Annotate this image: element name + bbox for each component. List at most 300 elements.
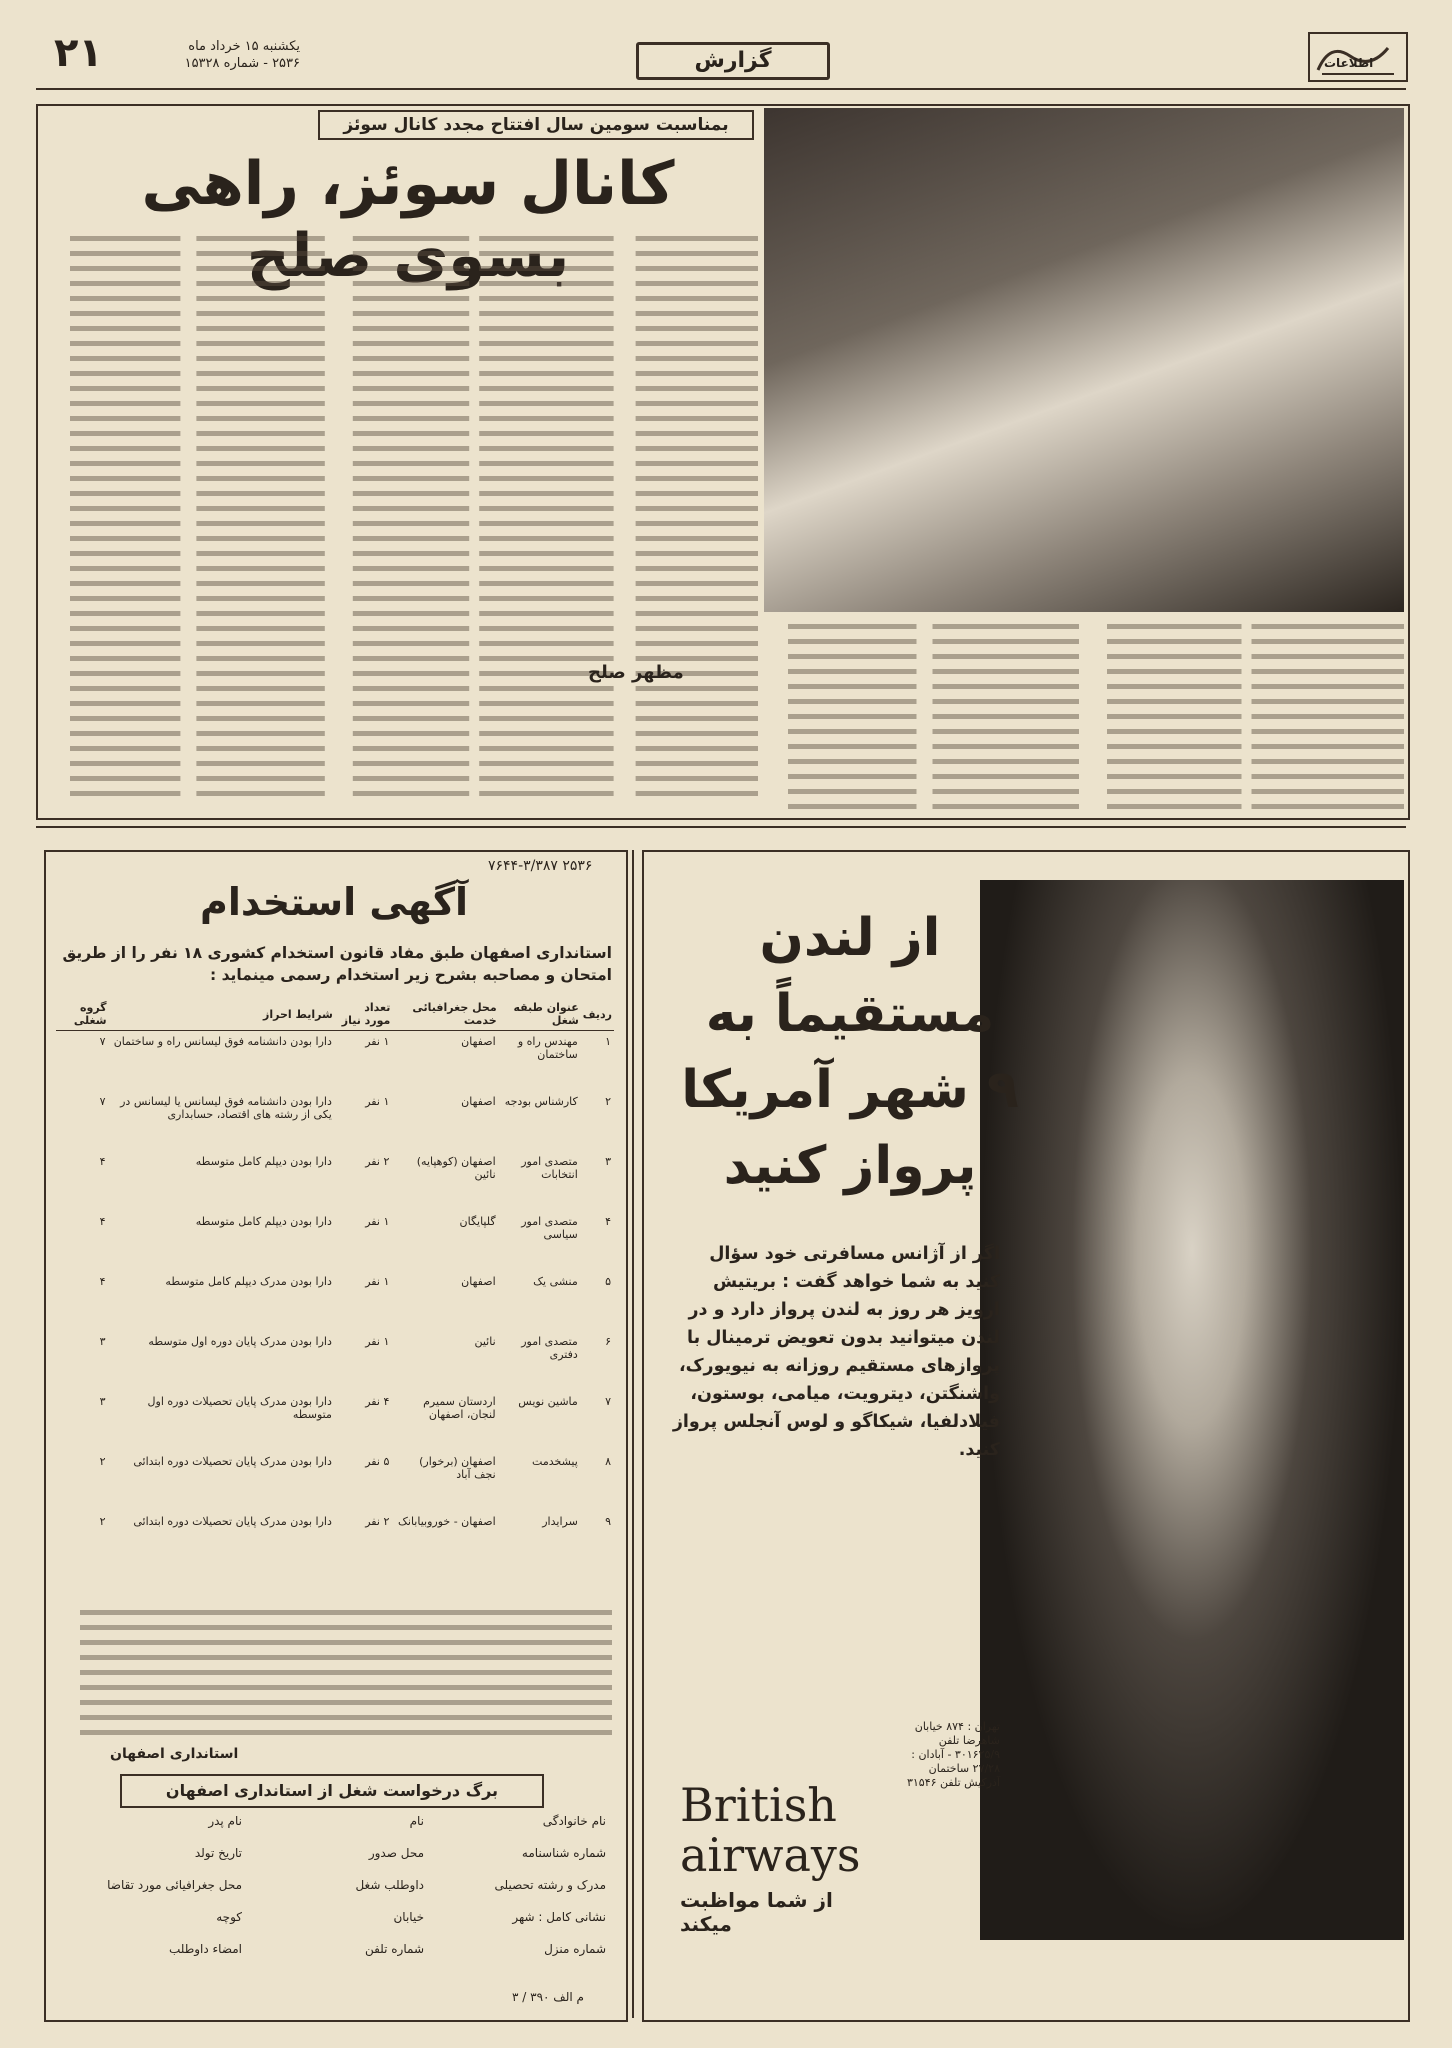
- job-ad-ref: ۷۶۴۴-۳/۳۸۷ ۲۵۳۶: [488, 858, 593, 874]
- text-line: [636, 281, 758, 286]
- text-line: [479, 371, 613, 376]
- table-cell: دارا بودن مدرک پایان دوره اول متوسطه: [148, 1335, 332, 1348]
- text-line: [70, 356, 180, 361]
- job-ad-terms: [56, 1606, 612, 1736]
- table-cell: ۲ نفر: [365, 1515, 390, 1528]
- text-line: [479, 401, 613, 406]
- ba-headline-line: از لندن: [759, 908, 941, 968]
- text-line: [196, 641, 324, 646]
- text-line: [1252, 759, 1405, 764]
- text-line: [788, 684, 917, 689]
- text-line: [70, 731, 180, 736]
- text-line: [1107, 804, 1242, 809]
- text-line: [70, 326, 180, 331]
- text-line: [788, 624, 917, 629]
- text-line: [788, 639, 917, 644]
- text-line: [196, 281, 324, 286]
- article-headline: کانال سوئز، راهی بسوی صلح: [141, 149, 675, 291]
- text-line: [1252, 669, 1405, 674]
- text-line: [636, 506, 758, 511]
- text-line: [636, 656, 758, 661]
- table-row: [56, 1211, 614, 1271]
- text-line: [70, 566, 180, 571]
- text-line: [636, 686, 758, 691]
- ba-tagline: از شما مواظبت میکند: [680, 1888, 833, 1936]
- text-line: [70, 416, 180, 421]
- text-line: [788, 699, 917, 704]
- text-line: [196, 716, 324, 721]
- text-line: [636, 716, 758, 721]
- text-line: [636, 746, 758, 751]
- text-line: [1107, 654, 1242, 659]
- text-line: [70, 536, 180, 541]
- text-line: [353, 671, 469, 676]
- text-line: [788, 789, 917, 794]
- text-line: [353, 371, 469, 376]
- form-field-label: مدرک و رشته تحصیلی: [494, 1878, 606, 1892]
- table-cell: مهندس راه و ساختمان: [517, 1035, 578, 1061]
- text-line: [70, 461, 180, 466]
- ba-headline-line: ۹ شهر آمریکا: [681, 1060, 1019, 1120]
- text-line: [788, 669, 917, 674]
- text-line: [70, 761, 180, 766]
- application-form: [62, 1814, 606, 1984]
- text-line: [196, 251, 324, 256]
- text-line: [353, 776, 469, 781]
- text-line: [479, 521, 613, 526]
- table-cell: ۳: [99, 1335, 106, 1348]
- text-line: [353, 746, 469, 751]
- text-line: [353, 401, 469, 406]
- text-line: [70, 296, 180, 301]
- text-line: [196, 296, 324, 301]
- text-line: [196, 566, 324, 571]
- text-line: [70, 311, 180, 316]
- date-line: یکشنبه ۱۵ خرداد ماه: [188, 39, 300, 54]
- job-ad-signature: استانداری اصفهان: [110, 1746, 239, 1762]
- table-row: [56, 1151, 614, 1211]
- text-line: [1107, 639, 1242, 644]
- table-cell: ۵ نفر: [365, 1455, 390, 1468]
- text-line: [80, 1670, 612, 1675]
- text-line: [353, 566, 469, 571]
- form-field-label: نام خانوادگی: [542, 1814, 606, 1828]
- text-line: [933, 714, 1080, 719]
- table-cell: دارا بودن مدرک پایان تحصیلات دوره اول متوسطه: [147, 1395, 332, 1421]
- article-bottom-rule: [36, 826, 1406, 828]
- kicker-box: [318, 110, 754, 140]
- job-ad-intro: استانداری اصفهان طبق مفاد قانون استخدام کشوری ۱۸ نفر را از طریق امتحان و مصاحبه بشرح زیر استخدام رسمی مینماید :: [62, 944, 612, 984]
- text-line: [636, 611, 758, 616]
- text-line: [353, 431, 469, 436]
- text-line: [196, 506, 324, 511]
- text-line: [353, 701, 469, 706]
- text-line: [196, 431, 324, 436]
- text-line: [636, 536, 758, 541]
- text-line: [479, 476, 613, 481]
- text-line: [196, 551, 324, 556]
- text-line: [636, 581, 758, 586]
- text-line: [196, 461, 324, 466]
- job-ad-title: آگهی استخدام: [199, 880, 468, 924]
- text-line: [479, 326, 613, 331]
- text-line: [196, 266, 324, 271]
- text-line: [70, 266, 180, 271]
- date-block: [140, 38, 300, 72]
- form-field-label: امضاء داوطلب: [168, 1942, 242, 1956]
- table-cell: نائین: [474, 1335, 496, 1348]
- text-line: [788, 654, 917, 659]
- text-line: [479, 566, 613, 571]
- text-line: [636, 566, 758, 571]
- newspaper-logo: [1308, 32, 1408, 82]
- text-line: [1107, 774, 1242, 779]
- text-line: [70, 491, 180, 496]
- text-line: [70, 581, 180, 586]
- text-line: [479, 686, 613, 691]
- text-line: [70, 791, 180, 796]
- header-rule: [36, 88, 1406, 90]
- job-table-grid: [56, 998, 614, 1571]
- text-line: [70, 476, 180, 481]
- text-line: [196, 491, 324, 496]
- text-line: [1252, 804, 1405, 809]
- text-line: [70, 431, 180, 436]
- text-line: [353, 251, 469, 256]
- table-cell: ۳: [605, 1155, 611, 1168]
- ba-body: اگر از آژانس مسافرتی خود سؤال کنید به شما خواهد گفت : بریتیش ارویز هر روز به لندن پرواز دارد و در لندن میتوانید بدون تعویض ترمینال با پروازهای مستقیم روزانه به نیویورک، واشنگتن، دیترویت، میامی، بوستون، فیلادلفیا، شیکاگو و لوس آنجلس پرواز کنید.: [672, 1244, 1000, 1460]
- section-title: گزارش: [694, 48, 772, 73]
- text-line: [196, 476, 324, 481]
- text-line: [80, 1685, 612, 1690]
- center-divider: [632, 850, 634, 2018]
- table-cell: گلپایگان: [459, 1215, 496, 1228]
- text-line: [353, 296, 469, 301]
- text-line: [70, 611, 180, 616]
- text-line: [479, 296, 613, 301]
- text-line: [788, 744, 917, 749]
- ba-headline: [670, 900, 1030, 1204]
- text-line: [353, 536, 469, 541]
- table-cell: ۱ نفر: [365, 1035, 390, 1048]
- text-line: [479, 596, 613, 601]
- text-line: [353, 491, 469, 496]
- text-line: [479, 641, 613, 646]
- table-cell: کارشناس بودجه: [504, 1095, 578, 1108]
- text-line: [636, 476, 758, 481]
- text-line: [1252, 714, 1405, 719]
- text-line: [1107, 669, 1242, 674]
- text-line: [196, 446, 324, 451]
- text-line: [353, 791, 469, 796]
- text-line: [196, 671, 324, 676]
- ba-brand: [680, 1780, 880, 1936]
- text-line: [70, 521, 180, 526]
- text-line: [479, 626, 613, 631]
- text-line: [636, 731, 758, 736]
- table-cell: ۱ نفر: [365, 1095, 390, 1108]
- table-cell: ۱ نفر: [365, 1215, 390, 1228]
- text-line: [353, 686, 469, 691]
- ba-headline-line: پرواز کنید: [723, 1136, 977, 1196]
- text-line: [636, 371, 758, 376]
- text-line: [353, 656, 469, 661]
- text-line: [636, 446, 758, 451]
- text-line: [479, 341, 613, 346]
- text-line: [636, 386, 758, 391]
- table-cell: دارا بودن دانشنامه فوق لیسانس یا لیسانس در یکی از رشته های اقتصاد، حسابداری: [120, 1095, 332, 1121]
- text-line: [933, 684, 1080, 689]
- text-line: [80, 1655, 612, 1660]
- text-line: [353, 581, 469, 586]
- text-line: [788, 729, 917, 734]
- table-row: [56, 1451, 614, 1511]
- text-line: [933, 729, 1080, 734]
- text-line: [196, 386, 324, 391]
- text-line: [80, 1700, 612, 1705]
- text-line: [70, 341, 180, 346]
- text-line: [196, 236, 324, 241]
- text-line: [70, 596, 180, 601]
- text-line: [353, 716, 469, 721]
- text-line: [479, 281, 613, 286]
- form-field-label: شماره تلفن: [364, 1942, 424, 1956]
- text-line: [70, 776, 180, 781]
- text-line: [479, 251, 613, 256]
- table-cell: متصدی امور سیاسی: [521, 1215, 578, 1241]
- table-cell: منشی یک: [533, 1275, 578, 1288]
- text-line: [636, 701, 758, 706]
- text-line: [353, 236, 469, 241]
- text-line: [933, 624, 1080, 629]
- text-line: [788, 714, 917, 719]
- text-line: [196, 761, 324, 766]
- form-code: م الف ۳۹۰ / ۳: [512, 1990, 584, 2004]
- text-line: [196, 626, 324, 631]
- text-line: [1252, 729, 1405, 734]
- table-cell: ۱: [605, 1035, 611, 1048]
- text-line: [1107, 729, 1242, 734]
- job-table-header: [56, 998, 614, 1031]
- text-line: [636, 266, 758, 271]
- text-line: [933, 699, 1080, 704]
- text-line: [479, 416, 613, 421]
- table-cell: دارا بودن دانشنامه فوق لیسانس راه و ساختمان: [113, 1035, 332, 1048]
- text-line: [479, 611, 613, 616]
- table-cell: اصفهان: [461, 1095, 496, 1108]
- text-line: [196, 416, 324, 421]
- text-line: [196, 731, 324, 736]
- page-number: ۲۱: [54, 30, 103, 76]
- section-tab: [636, 42, 830, 80]
- text-line: [1107, 624, 1242, 629]
- text-line: [70, 281, 180, 286]
- table-cell: ۲: [605, 1095, 611, 1108]
- text-line: [479, 656, 613, 661]
- table-cell: ۴: [99, 1215, 106, 1228]
- text-line: [196, 686, 324, 691]
- text-line: [636, 236, 758, 241]
- table-cell: ۲: [99, 1455, 106, 1468]
- text-line: [636, 626, 758, 631]
- text-line: [933, 804, 1080, 809]
- stewardess-photo: [980, 880, 1404, 1940]
- logo-text: اطلاعات: [1324, 56, 1374, 70]
- text-line: [70, 401, 180, 406]
- text-line: [353, 641, 469, 646]
- table-header-cell: محل جغرافیائی خدمت: [392, 998, 498, 1031]
- text-line: [1107, 744, 1242, 749]
- text-line: [479, 776, 613, 781]
- text-line: [479, 356, 613, 361]
- table-cell: ۴ نفر: [365, 1395, 390, 1408]
- text-line: [70, 506, 180, 511]
- text-line: [933, 759, 1080, 764]
- brand-line-1: British: [680, 1778, 837, 1832]
- text-line: [196, 701, 324, 706]
- text-line: [353, 506, 469, 511]
- form-field-label: نام پدر: [208, 1814, 242, 1828]
- table-cell: اصفهان (کوهپایه) نائین: [416, 1155, 496, 1181]
- table-cell: ۴: [605, 1215, 611, 1228]
- table-header-cell: عنوان طبقه شغل: [499, 998, 581, 1031]
- text-line: [788, 804, 917, 809]
- text-line: [80, 1715, 612, 1720]
- text-line: [933, 744, 1080, 749]
- text-line: [479, 266, 613, 271]
- text-line: [1107, 699, 1242, 704]
- text-line: [196, 356, 324, 361]
- table-cell: دارا بودن دیپلم کامل متوسطه: [195, 1155, 332, 1168]
- text-line: [353, 521, 469, 526]
- ba-headline-line: مستقیماً به: [705, 984, 995, 1044]
- article-text-columns: [46, 232, 758, 802]
- text-line: [636, 791, 758, 796]
- form-field-label: شماره منزل: [544, 1942, 606, 1956]
- text-line: [80, 1610, 612, 1615]
- text-line: [479, 491, 613, 496]
- text-line: [636, 551, 758, 556]
- form-field-label: کوچه: [216, 1910, 242, 1924]
- table-header-cell: ردیف: [581, 998, 614, 1031]
- text-line: [353, 281, 469, 286]
- text-line: [1252, 654, 1405, 659]
- form-field-label: تاریخ تولد: [194, 1846, 242, 1860]
- text-line: [353, 386, 469, 391]
- table-row: [56, 1271, 614, 1331]
- text-line: [353, 611, 469, 616]
- text-line: [636, 341, 758, 346]
- author-byline: مظهر صلح: [588, 662, 684, 683]
- table-cell: اصفهان - خوروبیابانک: [398, 1515, 496, 1528]
- job-table: [56, 998, 614, 1571]
- text-line: [1252, 789, 1405, 794]
- text-line: [353, 461, 469, 466]
- text-line: [636, 296, 758, 301]
- text-line: [933, 654, 1080, 659]
- text-line: [353, 551, 469, 556]
- text-line: [353, 446, 469, 451]
- table-cell: ۱ نفر: [365, 1335, 390, 1348]
- table-cell: سرایدار: [542, 1515, 578, 1528]
- table-row: [56, 1091, 614, 1151]
- form-field-label: داوطلب شغل: [355, 1878, 424, 1892]
- text-line: [636, 491, 758, 496]
- text-line: [636, 401, 758, 406]
- text-line: [479, 386, 613, 391]
- text-line: [70, 386, 180, 391]
- text-line: [70, 236, 180, 241]
- text-line: [353, 476, 469, 481]
- text-line: [636, 326, 758, 331]
- table-cell: اردستان سمیرم لنجان، اصفهان: [423, 1395, 496, 1421]
- text-line: [196, 746, 324, 751]
- text-line: [636, 311, 758, 316]
- table-cell: ۳: [99, 1395, 106, 1408]
- text-line: [70, 641, 180, 646]
- text-line: [196, 371, 324, 376]
- text-line: [933, 639, 1080, 644]
- text-line: [70, 701, 180, 706]
- text-line: [1252, 699, 1405, 704]
- table-row: [56, 1331, 614, 1391]
- table-header-cell: شرایط احراز: [109, 998, 335, 1031]
- text-line: [196, 326, 324, 331]
- text-line: [353, 596, 469, 601]
- text-line: [479, 716, 613, 721]
- table-cell: اصفهان: [461, 1275, 496, 1288]
- text-line: [196, 581, 324, 586]
- table-cell: ۱ نفر: [365, 1275, 390, 1288]
- text-line: [196, 521, 324, 526]
- text-line: [353, 341, 469, 346]
- text-line: [933, 669, 1080, 674]
- text-line: [353, 326, 469, 331]
- ba-contact: تهران : ۸۷۴ خیابان شاهرضا تلفن ۳۰۱۶۲۵/۹ - آبادان : ۲۷/۲۸ ساختمان آذرکیش تلفن ۳۱۵۴۶: [906, 1720, 1000, 1789]
- text-line: [1252, 744, 1405, 749]
- text-line: [353, 311, 469, 316]
- table-cell: پیشخدمت: [532, 1455, 578, 1468]
- text-line: [70, 446, 180, 451]
- table-cell: ۴: [99, 1275, 106, 1288]
- table-header-cell: تعداد مورد نیاز: [335, 998, 393, 1031]
- text-line: [636, 641, 758, 646]
- table-header-cell: گروه شغلی: [56, 998, 109, 1031]
- text-line: [70, 626, 180, 631]
- table-cell: متصدی امور دفتری: [521, 1335, 578, 1361]
- text-line: [479, 701, 613, 706]
- text-line: [479, 461, 613, 466]
- text-line: [479, 731, 613, 736]
- text-line: [636, 596, 758, 601]
- form-field-label: شماره شناسنامه: [521, 1846, 606, 1860]
- text-line: [479, 236, 613, 241]
- text-line: [479, 581, 613, 586]
- issue-line: ۲۵۳۶ - شماره ۱۵۳۲۸: [184, 56, 300, 71]
- table-cell: اصفهان: [461, 1035, 496, 1048]
- text-line: [70, 716, 180, 721]
- table-cell: ۴: [99, 1155, 106, 1168]
- text-line: [70, 656, 180, 661]
- text-line: [70, 671, 180, 676]
- table-cell: ۷: [99, 1035, 106, 1048]
- text-line: [196, 536, 324, 541]
- text-line: [80, 1625, 612, 1630]
- text-line: [70, 746, 180, 751]
- text-line: [1107, 684, 1242, 689]
- form-field-label: خیابان: [393, 1910, 424, 1924]
- table-cell: دارا بودن مدرک پایان تحصیلات دوره ابتدائی: [133, 1455, 332, 1468]
